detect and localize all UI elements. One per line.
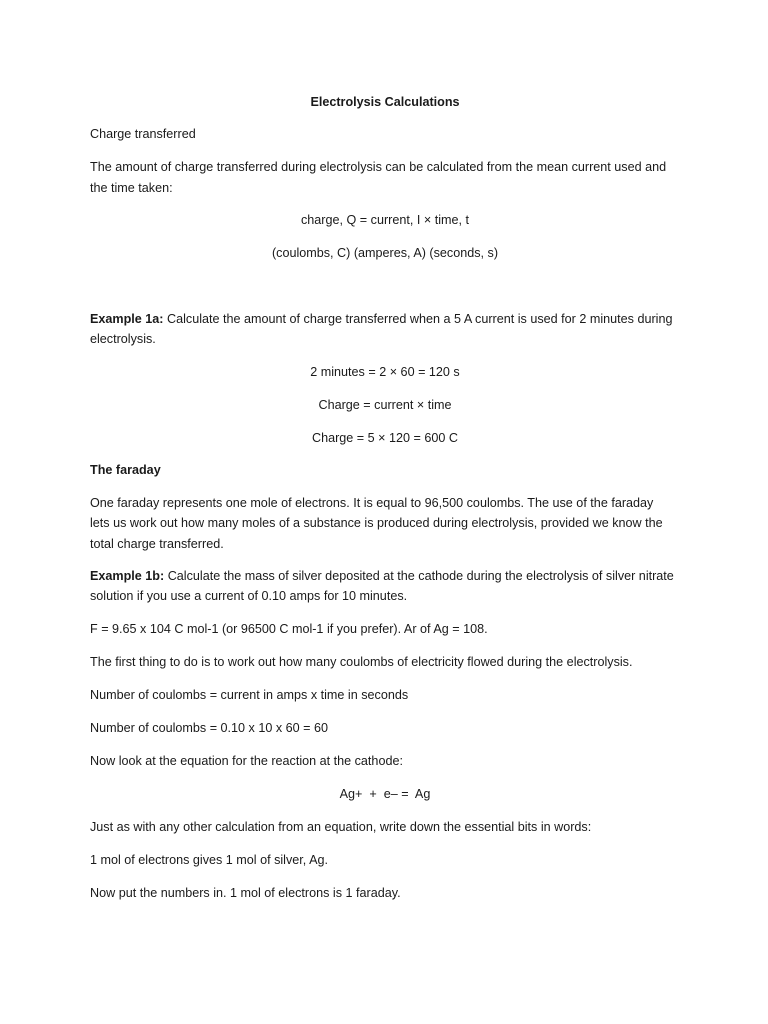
example-1a-step-2: Charge = current × time (318, 398, 452, 412)
put-numbers-line: Now put the numbers in. 1 mol of electrons is 1 faraday. (90, 886, 401, 900)
intro-paragraph-line-1: The amount of charge transferred during electrolysis can be calculated from the mean current used and (90, 160, 667, 174)
charge-formula-units: (coulombs, C) (amperes, A) (seconds, s) (271, 246, 499, 260)
example-1a-label: Example 1a: (90, 312, 164, 326)
intro-paragraph-line-2: the time taken: (90, 181, 173, 195)
section-heading-faraday: The faraday (90, 463, 161, 477)
example-1a-step-1: 2 minutes = 2 × 60 = 120 s (310, 365, 460, 379)
cathode-equation: Ag+ + e– = Ag (339, 787, 431, 801)
charge-formula: charge, Q = current, I × time, t (301, 213, 469, 227)
coulombs-definition: Number of coulombs = current in amps x time in seconds (90, 688, 409, 702)
coulombs-calculation: Number of coulombs = 0.10 x 10 x 60 = 60 (90, 721, 329, 735)
document-title: Electrolysis Calculations (310, 95, 460, 109)
example-1a-step-3: Charge = 5 × 120 = 600 C (312, 431, 458, 445)
look-at-equation-line: Now look at the equation for the reaction at the cathode: (90, 754, 403, 768)
faraday-paragraph-line-3: total charge transferred. (90, 537, 224, 551)
faraday-paragraph-line-2: lets us work out how many moles of a substance is produced during electrolysis, provided we know the (90, 516, 663, 530)
faraday-paragraph-line-1: One faraday represents one mole of electrons. It is equal to 96,500 coulombs. The use of the faraday (90, 496, 654, 510)
section-heading-charge: Charge transferred (90, 127, 196, 141)
example-1b-label: Example 1b: (90, 569, 165, 583)
just-as-line: Just as with any other calculation from an equation, write down the essential bits in words: (90, 820, 592, 834)
mol-electrons-line: 1 mol of electrons gives 1 mol of silver, Ag. (90, 853, 328, 867)
example-1a-line-1 (90, 309, 680, 329)
constants-line: F = 9.65 x 104 C mol-1 (or 96500 C mol-1 if you prefer). Ar of Ag = 108. (90, 622, 488, 636)
example-1a-line-2: electrolysis. (90, 332, 156, 346)
example-1b-text: Calculate the mass of silver deposited at the cathode during the electrolysis of silver nitrate (164, 569, 674, 583)
first-thing-line: The first thing to do is to work out how many coulombs of electricity flowed during the electrolysis. (90, 655, 633, 669)
example-1b-line-2: solution if you use a current of 0.10 amps for 10 minutes. (90, 589, 408, 603)
example-1a-text: Calculate the amount of charge transferred when a 5 A current is used for 2 minutes during (163, 312, 673, 326)
example-1b-line-1 (90, 566, 680, 586)
